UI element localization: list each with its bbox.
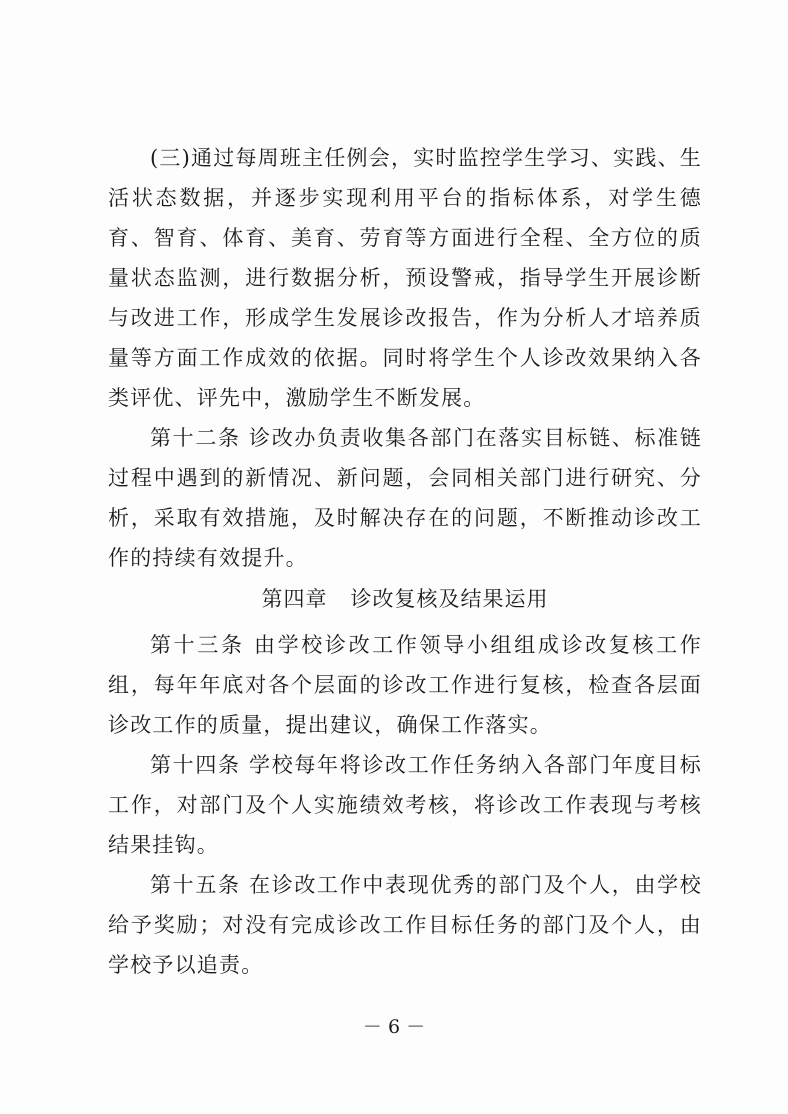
article-twelve: 第十二条 诊改办负责收集各部门在落实目标链、标准链过程中遇到的新情况、新问题，会同相关部门进行研究、分析，采取有效措施，及时解决存在的问题，不断推动诊改工作的持续有效提升。: [108, 426, 702, 570]
body-text-top: [108, 138, 702, 578]
article-thirteen: 第十三条 由学校诊改工作领导小组组成诊改复核工作组，每年年底对各个层面的诊改工作进行复核，检查各层面诊改工作的质量，提出建议，确保工作落实。: [108, 633, 702, 737]
article-fourteen: 第十四条 学校每年将诊改工作任务纳入各部门年度目标工作，对部门及个人实施绩效考核，将诊改工作表现与考核结果挂钩。: [108, 753, 702, 857]
paragraph-item-three: (三)通过每周班主任例会，实时监控学生学习、实践、生活状态数据，并逐步实现利用平台的指标体系，对学生德育、智育、体育、美育、劳育等方面进行全程、全方位的质量状态监测，进行数据分析，预设警戒，指导学生开展诊断与改进工作，形成学生发展诊改报告，作为分析人才培养质量等方面工作成效的依据。同时将学生个人诊改效果纳入各类评优、评先中，激励学生不断发展。: [108, 146, 702, 410]
body-text-bottom: [108, 625, 702, 985]
page-number: － 6 －: [362, 1016, 426, 1038]
chapter-heading: 第四章 诊改复核及结果运用: [261, 587, 549, 611]
article-fifteen: 第十五条 在诊改工作中表现优秀的部门及个人，由学校给予奖励；对没有完成诊改工作目标任务的部门及个人，由学校予以追责。: [108, 873, 702, 977]
